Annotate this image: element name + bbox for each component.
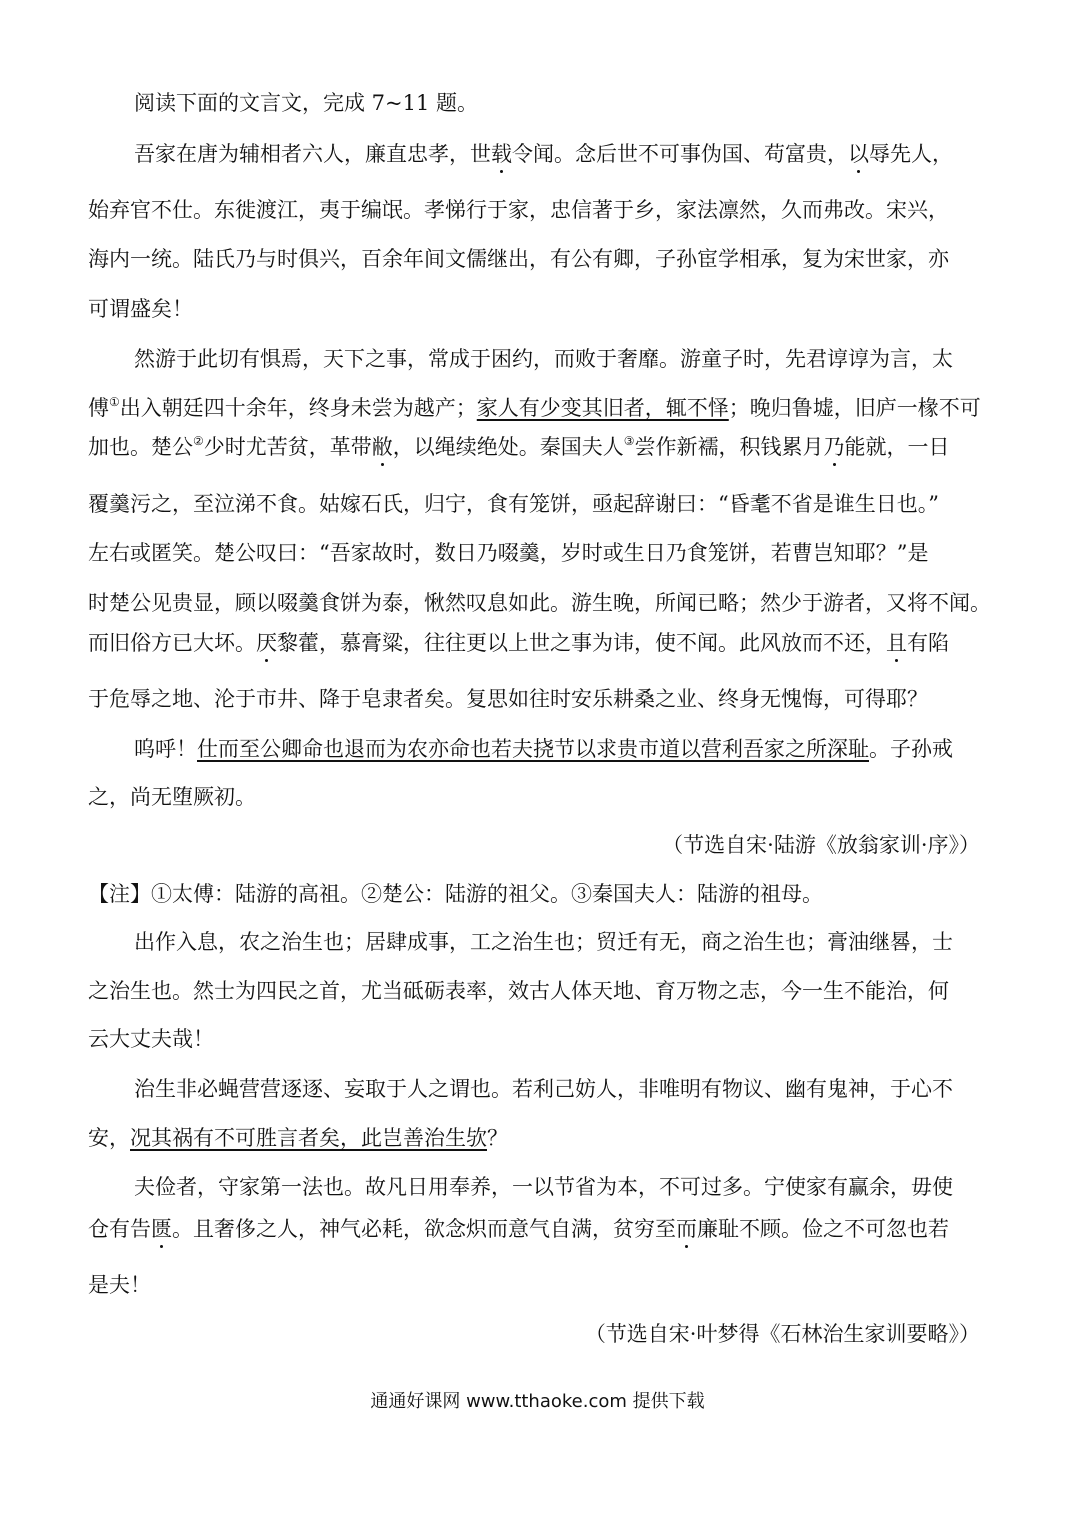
paragraph-line: 而旧俗方已大坏。厌黎藿，慕膏粱，往往更以上世之事为讳，使不闻。此风放而不还，且有陷 (88, 631, 949, 655)
emphasized-char: 匮 (151, 1217, 172, 1241)
footnote-marker: ③ (623, 434, 635, 448)
source-citation: （节选自宋·陆游《放翁家训·序》） (662, 833, 980, 857)
footnote-marker: ① (109, 395, 120, 409)
emphasized-char: 且 (886, 631, 907, 655)
footer-watermark: 通通好课网 www.tthaoke.com 提供下载 (370, 1391, 705, 1412)
underlined-sentence: 家人有少变其旧者，辄不怿 (476, 396, 729, 420)
paragraph-line: 覆羹污之，至泣涕不食。姑嫁石氏，归宁，食有笼饼，亟起辞谢曰：“昏耄不省是谁生日也。” (88, 492, 939, 516)
underlined-sentence: 况其祸有不可胜言者矣，此岂善治生欤 (130, 1126, 487, 1150)
emphasized-char: 载 (491, 142, 512, 166)
paragraph-line: 之，尚无堕厥初。 (88, 785, 256, 809)
emphasized-char: 厌 (256, 631, 277, 655)
paragraph-line: 可谓盛矣！ (88, 297, 193, 321)
footnotes: 【注】①太傅：陆游的高祖。②楚公：陆游的祖父。③秦国夫人：陆游的祖母。 (88, 882, 823, 906)
paragraph-line: 时楚公见贵显，顾以啜羹食饼为泰，愀然叹息如此。游生晚，所闻已略；然少于游者，又将不闻。 (88, 591, 991, 615)
paragraph-line: 夫俭者，守家第一法也。故凡日用奉养，一以节省为本，不可过多。宁使家有赢余，毋使 (134, 1175, 953, 1199)
paragraph-line: 治生非必蝇营营逐逐、妄取于人之谓也。若利己妨人，非唯明有物议、幽有鬼神，于心不 (134, 1077, 953, 1101)
paragraph-line: 始弃官不仕。东徙渡江，夷于编氓。孝悌行于家，忠信著于乡，家法凛然，久而弗改。宋兴， (88, 198, 949, 222)
paragraph-line: 于危辱之地、沦于市井、降于皂隶者矣。复思如往时安乐耕桑之业、终身无愧悔，可得耶？ (88, 687, 928, 711)
paragraph-line: 左右或匿笑。楚公叹曰：“吾家故时，数日乃啜羹，岁时或生日乃食笼饼，若曹岂知耶？”是 (88, 541, 929, 565)
paragraph-line: 呜呼！仕而至公卿命也退而为农亦命也若夫挠节以求贵市道以营利吾家之所深耻。子孙戒 (134, 737, 953, 761)
paragraph-line: 加也。楚公②少时尤苦贫，革带敝，以绳续绝处。秦国夫人③尝作新襦，积钱累月乃能就，一日 (88, 434, 950, 459)
emphasized-char: 敝 (371, 435, 393, 459)
paragraph-line: 是夫！ (88, 1273, 151, 1297)
paragraph-line: 傅①出入朝廷四十余年，终身未尝为越产；家人有少变其旧者，辄不怿；晚归鲁墟，旧庐一椽不可 (88, 395, 981, 420)
paragraph-line: 云大丈夫哉！ (88, 1027, 214, 1051)
underlined-sentence: 仕而至公卿命也退而为农亦命也若夫挠节以求贵市道以营利吾家之所深耻 (197, 737, 869, 761)
emphasized-char: 以 (848, 142, 869, 166)
paragraph-line: 仓有告匮。且奢侈之人，神气必耗，欲念炽而意气自满，贫穷至而廉耻不顾。俭之不可忽也若 (88, 1217, 949, 1241)
paragraph-line: 安，况其祸有不可胜言者矣，此岂善治生欤？ (88, 1126, 508, 1150)
source-citation: （节选自宋·叶梦得《石林治生家训要略》） (584, 1322, 980, 1346)
paragraph-line: 出作入息，农之治生也；居肆成事，工之治生也；贸迁有无，商之治生也；膏油继晷，士 (134, 930, 953, 954)
emphasized-char: 而 (676, 1217, 697, 1241)
paragraph-line: 吾家在唐为辅相者六人，廉直忠孝，世载令闻。念后世不可事伪国、苟富贵，以辱先人， (134, 142, 953, 166)
paragraph-line: 之治生也。然士为四民之首，尤当砥砺表率，效古人体天地、育万物之志，今一生不能治，何 (88, 979, 949, 1003)
instruction: 阅读下面的文言文，完成 7~11 题。 (134, 91, 479, 115)
paragraph-line: 然游于此切有惧焉，天下之事，常成于困约，而败于奢靡。游童子时，先君谆谆为言，太 (134, 347, 953, 371)
footnote-marker: ② (193, 434, 204, 448)
emphasized-char: 乃 (823, 435, 845, 459)
paragraph-line: 海内一统。陆氏乃与时俱兴，百余年间文儒继出，有公有卿，子孙宦学相承，复为宋世家，亦 (88, 247, 949, 271)
